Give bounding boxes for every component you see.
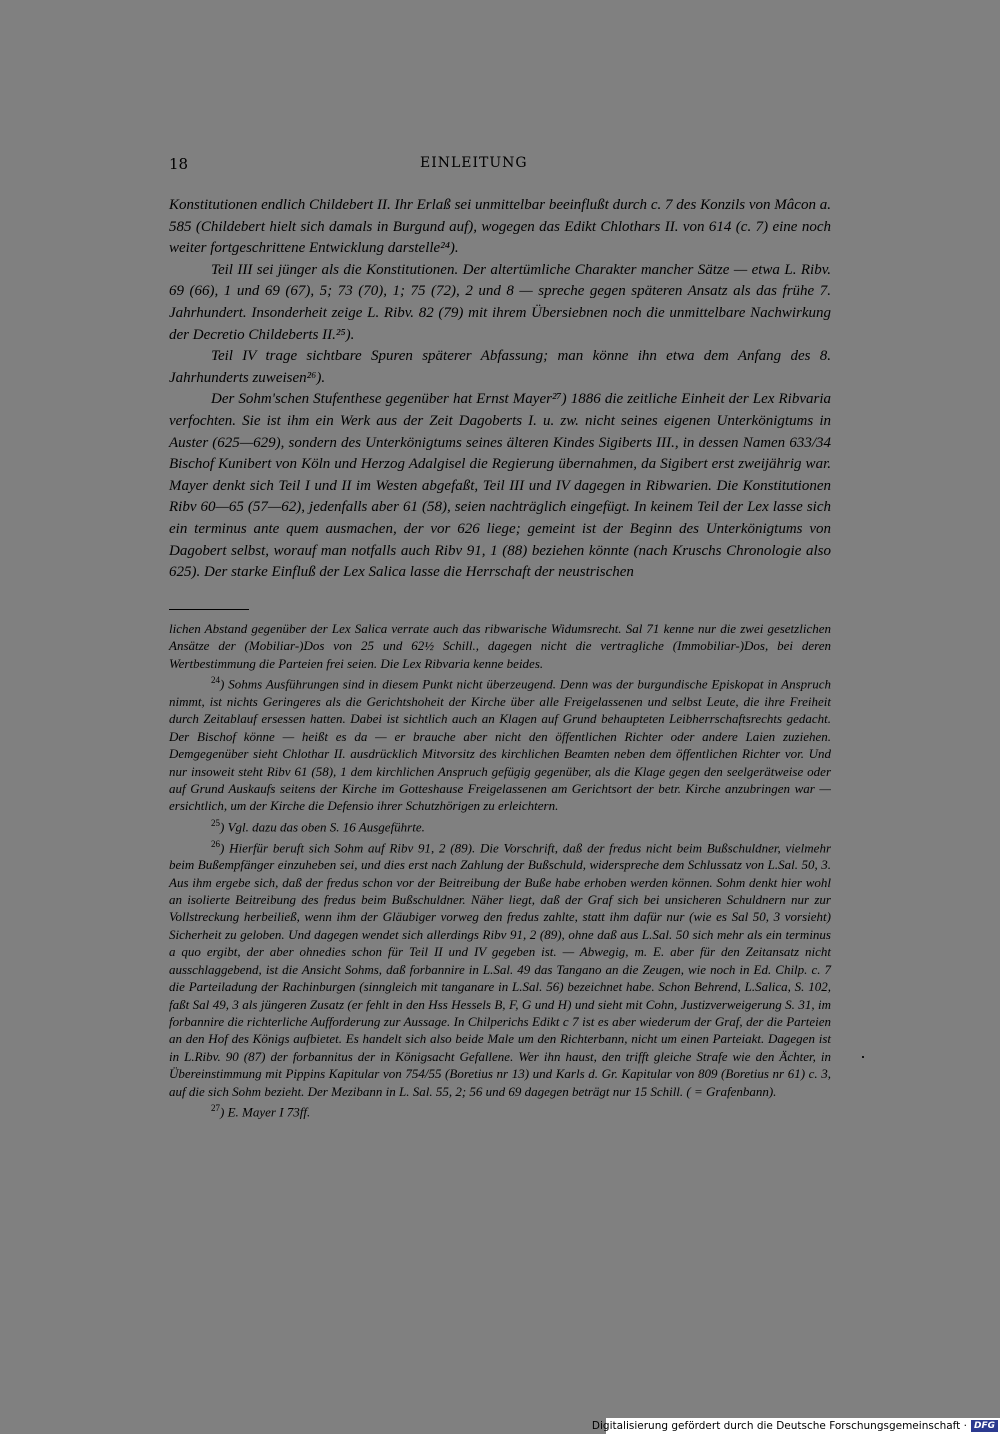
paragraph: Konstitutionen endlich Childebert II. Ihr Erlaß sei unmittelbar beeinflußt durch c. 7 des Konzils von Mâcon a. 585 (Childebert hielt sich damals in Burgund auf), wogegen das Edikt Chlothars II. von 614 (c. 7) eine noch weiter fortgeschrittene Entwicklung darstelle²⁴). <box>169 197 831 257</box>
footnote-text: Vgl. dazu das oben S. 16 Ausgeführte. <box>227 819 425 835</box>
paragraph: Der Sohm'schen Stufenthese gegenüber hat Ernst Mayer²⁷) 1886 die zeitliche Einheit der Lex Ribvaria verfochten. Sie ist ihm ein Werk aus der Zeit Dagoberts I. u. zw. nicht seines eigenen Unterkönigtums in Auster (625—629), sondern des Unterkönigtums seines älteren Kindes Sigiberts III., in dessen Namen 633/34 Bischof Kunibert von Köln und Herzog Adalgisel die Regierung übernahmen, da Sigibert erst zweijährig war. Mayer denkt sich Teil I und II im Westen abgefaßt, Teil III und IV dagegen in Ribwarien. Die Konstitutionen Ribv 60—65 (57—62), jedenfalls aber 61 (58), seien nachträglich eingefügt. In keinem Teil der Lex lasse sich ein terminus ante quem ausmachen, der vor 626 liege; gemeint ist der Beginn des Unterkönigtums von Dagobert selbst, worauf man notfalls auch Ribv 91, 1 (88) beziehen könnte (nach Kruschs Chronologie also 625). Der starke Einfluß der Lex Salica lasse die Herrschaft der neustrischen <box>169 391 831 581</box>
footnote-separator <box>169 609 249 610</box>
page-number: 18 <box>169 155 189 173</box>
footnote-continuation: lichen Abstand gegenüber der Lex Salica verrate auch das ribwarische Widumsrecht. Sal 71 kenne nur die zwei gesetzlichen Ansätze der (Mobiliar-)Dos von 25 und 62½ Schill., dagegen nicht die vertragliche (Immobiliar-)Dos, bei deren Wertbestimmung die Parteien frei seien. Die Lex Ribvaria kenne beides. <box>169 621 831 671</box>
footnotes <box>169 620 831 1121</box>
footnote-marker: 27 <box>211 1102 220 1113</box>
funding-credit: Digitalisierung gefördert durch die Deutsche Forschungsgemeinschaft · <box>591 1420 967 1432</box>
footnote-text: Sohms Ausführungen sind in diesem Punkt nicht überzeugend. Denn was der burgundische Episkopat in Anspruch nimmt, ist nichts Geringeres als die Gerichtshoheit der Kirche über alle Freigelassenen und selbst Leute, die ihre Freiheit durch Zeitablauf ersessen hatten. Dabei ist sichtlich auch an Klagen auf Grund behaupteten Leibherrschaftsrechts gedacht. Der Bischof könne — heißt es da — er brauche aber nicht den öffentlichen Richter oder andere Laien zuziehen. Demgegenüber sieht Chlothar II. ausdrücklich Mitvorsitz des kirchlichen Beamten neben dem öffentlichen Richter vor. Und nur insoweit steht Ribv 61 (58), 1 dem kirchlichen Anspruch gefügig gegenüber, als die Klage gegen den seelgerätweise oder auf Grund Auskaufs seitens der Kirche im Gotteshause Freigelassenen am Gerichtsort der betr. Kirche anzubringen war — ersichtlich, um der Kirche die Defensio ihrer Schutzhörigen zu erleichtern. <box>169 676 831 814</box>
footnote-text: E. Mayer I 73ff. <box>227 1104 311 1120</box>
funding-footer <box>591 1418 1000 1434</box>
footnote-marker: 26 <box>211 838 220 849</box>
footnote: $^{24}$) Sohms Ausführungen sind in diesem Punkt nicht überzeugend. Denn was der burgundische Episkopat in Anspruch nimmt, ist nichts Geringeres als die Gerichtshoheit der Kirche über alle Freigelassenen und selbst Leute, die ihre Freiheit durch Zeitablauf ersessen hatten. Dabei ist sichtlich auch an Klagen auf Grund behaupteten Leibherrschaftsrechts gedacht. Der Bischof könne — heißt es da — er brauche aber nicht den öffentlichen Richter oder andere Laien zuziehen. Demgegenüber sieht Chlothar II. ausdrücklich Mitvorsitz des kirchlichen Beamten neben dem öffentlichen Richter vor. Und nur insoweit steht Ribv 61 (58), 1 dem kirchlichen Anspruch gefügig gegenüber, als die Klage gegen den seelgerätweise oder auf Grund Auskaufs seitens der Kirche im Gotteshause Freigelassenen am Gerichtsort der betr. Kirche anzubringen war — ersichtlich, um der Kirche die Defensio ihrer Schutzhörigen zu erleichtern. <box>169 675 831 814</box>
footnote-marker: 25 <box>211 817 220 828</box>
footnote-text: Hierfür beruft sich Sohm auf Ribv 91, 2 (89). Die Vorschrift, daß der fredus nicht beim Bußschuldner, vielmehr beim Bußempfänger einzuheben sei, und dies erst nach Zahlung der Bußschuld, widerspreche dem Schlussatz von L.Sal. 50, 3. Aus ihm ergebe sich, daß der fredus schon vor der Beitreibung der Buße habe erhoben werden können. Sohm denkt hier wohl an isolierte Beitreibung des fredus beim Bußschuldner. Näher liegt, daß der Graf sich bei unsicheren Schuldnern nur zur Vollstreckung herbeiließ, wenn ihm der Gläubiger vorweg den fredus zahlte, statt ihm dafür nur (wie es Sal 50, 3 vorsieht) Sicherheit zu geloben. Und dagegen wendet sich allerdings Ribv 91, 2 (89), ohne daß aus L.Sal. 50 sich mehr als ein terminus a quo ergibt, der aber ohnedies schon für Teil II und IV gegeben ist. — Abwegig, m. E. aber für den Zeitansatz nicht ausschlaggebend, ist die Ansicht Sohms, daß forbannire in L.Sal. 49 das Tangano an die Zeugen, wie noch in Ed. Chilp. c. 7 die Parteiladung der Rachinburgen (sinngleich mit tanganare in L.Sal. 56) bezeichnet habe. Schon Behrend, L.Salica, S. 102, faßt Sal 49, 3 als jüngeren Zusatz (er fehlt in den Hss Hessels B, F, G und H) und sieht mit Cohn, Justizverweigerung S. 31, im forbannire die richterliche Aufforderung zur Aussage. In Chilperichs Edikt c 7 ist es aber wiederum der Graf, der die Parteien an den Hof des Königs aufbietet. Es handelt sich also beide Male um den Richterbann, nicht um einen Parteiakt. Dagegen ist in L.Ribv. 90 (87) der forbannitus der in Königsacht Gefallene. Wer ihn haust, den trifft gleiche Strafe wie den Ächter, in Übereinstimmung mit Pippins Kapitular von 754/55 (Boretius nr 13) und Karls d. Gr. Kapitular von 809 (Boretius nr 61) c. 3, auf die sich Sohm bezieht. Der Mezibann in L. Sal. 55, 2; 56 und 69 dagegen beträgt nur 15 Schill. ( = Grafenbann). <box>169 839 831 1099</box>
footnote: $^{27}$) E. Mayer I 73ff. <box>211 1102 311 1120</box>
footnote: $^{26}$) Hierfür beruft sich Sohm auf Ribv 91, 2 (89). Die Vorschrift, daß der fredus nicht beim Bußschuldner, vielmehr beim Bußempfänger einzuheben sei, und dies erst nach Zahlung der Bußschuld, widerspreche dem Schlussatz von L.Sal. 50, 3. Aus ihm ergebe sich, daß der fredus schon vor der Beitreibung der Buße habe erhoben werden können. Sohm denkt hier wohl an isolierte Beitreibung des fredus beim Bußschuldner. Näher liegt, daß der Graf sich bei unsicheren Schuldnern nur zur Vollstreckung herbeiließ, wenn ihm der Gläubiger vorweg den fredus zahlte, statt ihm dafür nur (wie es Sal 50, 3 vorsieht) Sicherheit zu geloben. Und dagegen wendet sich allerdings Ribv 91, 2 (89), ohne daß aus L.Sal. 50 sich mehr als ein terminus a quo ergibt, der aber ohnedies schon für Teil II und IV gegeben ist. — Abwegig, m. E. aber für den Zeitansatz nicht ausschlaggebend, ist die Ansicht Sohms, daß forbannire in L.Sal. 49 das Tangano an die Zeugen, wie noch in Ed. Chilp. c. 7 die Parteiladung der Rachinburgen (sinngleich mit tanganare in L.Sal. 56) bezeichnet habe. Schon Behrend, L.Salica, S. 102, faßt Sal 49, 3 als jüngeren Zusatz (er fehlt in den Hss Hessels B, F, G und H) und sieht mit Cohn, Justizverweigerung S. 31, im forbannire die richterliche Aufforderung zur Aussage. In Chilperichs Edikt c 7 ist es aber wiederum der Graf, der die Parteien an den Hof des Königs aufbietet. Es handelt sich also beide Male um den Richterbann, nicht um einen Parteiakt. Dagegen ist in L.Ribv. 90 (87) der forbannitus der in Königsacht Gefallene. Wer ihn haust, den trifft gleiche Strafe wie den Ächter, in Übereinstimmung mit Pippins Kapitular von 754/55 (Boretius nr 13) und Karls d. Gr. Kapitular von 809 (Boretius nr 61) c. 3, auf die sich Sohm bezieht. Der Mezibann in L. Sal. 55, 2; 56 und 69 dagegen beträgt nur 15 Schill. ( = Grafenbann). <box>169 838 831 1099</box>
running-head: EINLEITUNG <box>420 155 528 171</box>
footnote: $^{25}$) Vgl. dazu das oben S. 16 Ausgeführte. <box>211 817 425 835</box>
dfg-logo-icon: DFG <box>971 1420 998 1432</box>
speck <box>862 1056 864 1058</box>
main-text <box>169 195 831 584</box>
footnote-marker: 24 <box>211 675 220 686</box>
paragraph: Teil IV trage sichtbare Spuren späterer Abfassung; man könne ihn etwa dem Anfang des 8. Jahrhunderts zuweisen²⁶). <box>169 348 831 386</box>
paragraph: Teil III sei jünger als die Konstitutionen. Der altertümliche Charakter mancher Sätze — etwa L. Ribv. 69 (66), 1 und 69 (67), 5; 73 (70), 1; 75 (72), 2 und 8 — spreche gegen späteren Ansatz als das frühe 7. Jahrhundert. Insonderheit zeige L. Ribv. 82 (79) mit ihrem Übersiebnen noch die unmittelbare Nachwirkung der Decretio Childeberts II.²⁵). <box>169 261 831 343</box>
